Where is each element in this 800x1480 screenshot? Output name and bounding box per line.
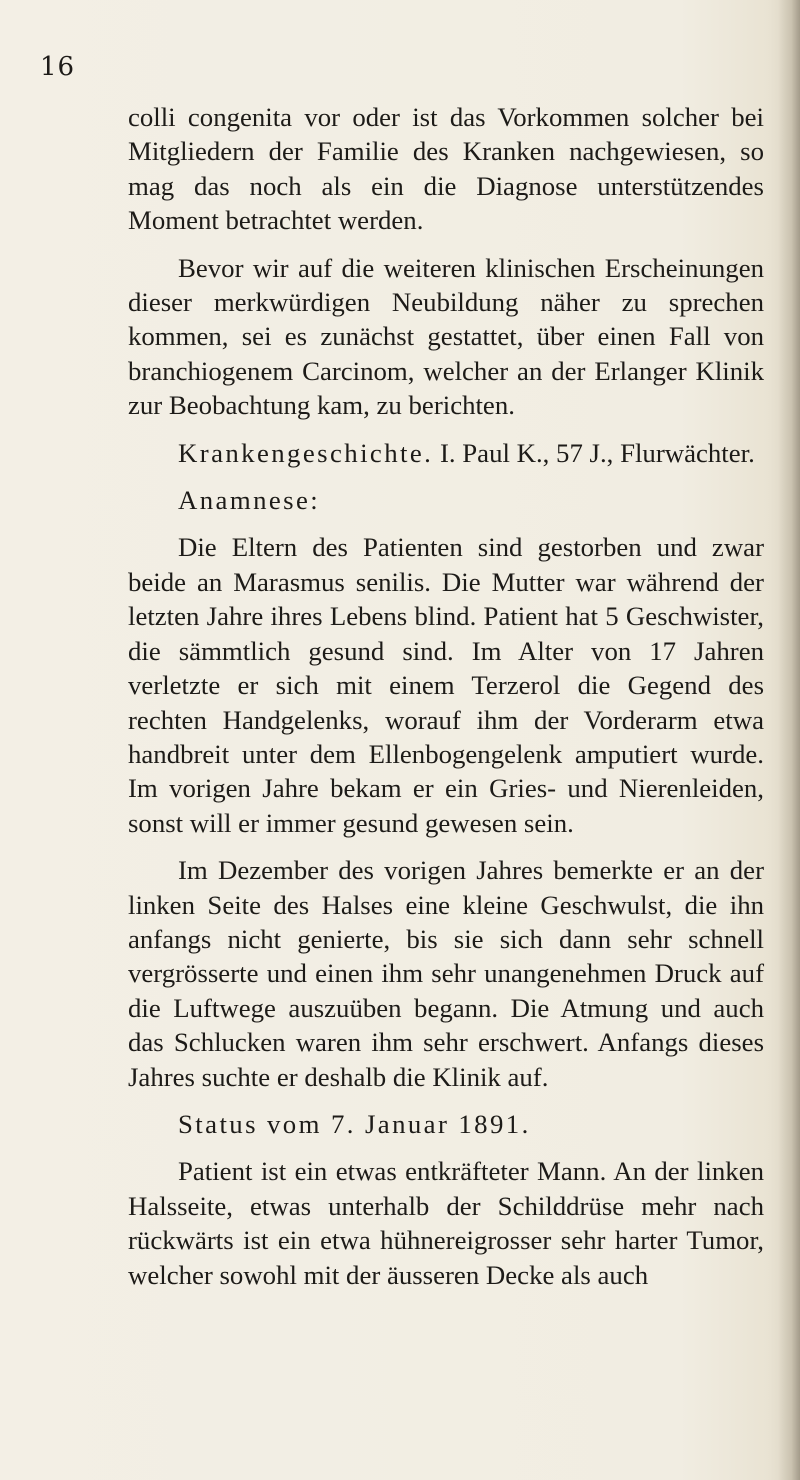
paragraph-onset: Im Dezember des vorigen Jahres bemerkte er an der linken Seite des Halses eine kleine Geschwulst, die ihn anfangs nicht genierte, bis sie sich dann sehr schnell vergrösserte und einen ihm sehr unangenehmen Druck auf die Luftwege auszuüben begann. Die Atmung und auch das Schlucken waren ihm sehr erschwert. Anfangs dieses Jahres suchte er deshalb die Klinik auf. [128, 855, 764, 1092]
body-text [128, 100, 764, 1305]
heading-krankengeschichte: Krankengeschichte. [178, 437, 434, 468]
paragraph-anamnesis: Die Eltern des Patienten sind gestorben und zwar beide an Marasmus senilis. Die Mutter war während der letzten Jahre ihres Lebens blind. Patient hat 5 Geschwister, die sämmtlich gesund sind. Im Alter von 17 Jahren verletzte er sich mit einem Terzerol die Gegend des rechten Handgelenks, worauf ihm der Vorderarm etwa handbreit unter dem Ellenbogengelenk amputiert wurde. Im vorigen Jahre bekam er ein Gries- und Nierenleiden, sonst will er immer gesund gewesen sein. [128, 532, 764, 838]
heading-status: Status vom 7. Januar 1891. [178, 1108, 531, 1139]
paragraph-status: Patient ist ein etwas entkräfteter Mann. An der linken Halsseite, etwas unterhalb der Schilddrüse mehr nach rückwärts ist ein etwa hühnereigrosser sehr harter Tumor, welcher sowohl mit der äusseren Decke als auch [128, 1156, 764, 1290]
paragraph-continuation: colli congenita vor oder ist das Vorkommen solcher bei Mitgliedern der Familie des Kranken nachgewiesen, so mag das noch als ein die Diagnose unterstützendes Moment betrachtet werden. [128, 102, 764, 236]
heading-anamnese: Anamnese: [178, 485, 321, 516]
page-number: 16 [40, 52, 76, 82]
paragraph-case-history [128, 436, 764, 470]
case-patient-info: I. Paul K., 57 J., Flurwächter. [433, 437, 755, 468]
page-edge-shadow [778, 0, 800, 1480]
paragraph-introduction: Bevor wir auf die weiteren klinischen Erscheinungen dieser merkwürdigen Neubildung näher zu sprechen kommen, sei es zunächst gestattet, über einen Fall von branchiogenem Carcinom, welcher an der Erlanger Klinik zur Beobachtung kam, zu berichten. [128, 252, 764, 421]
